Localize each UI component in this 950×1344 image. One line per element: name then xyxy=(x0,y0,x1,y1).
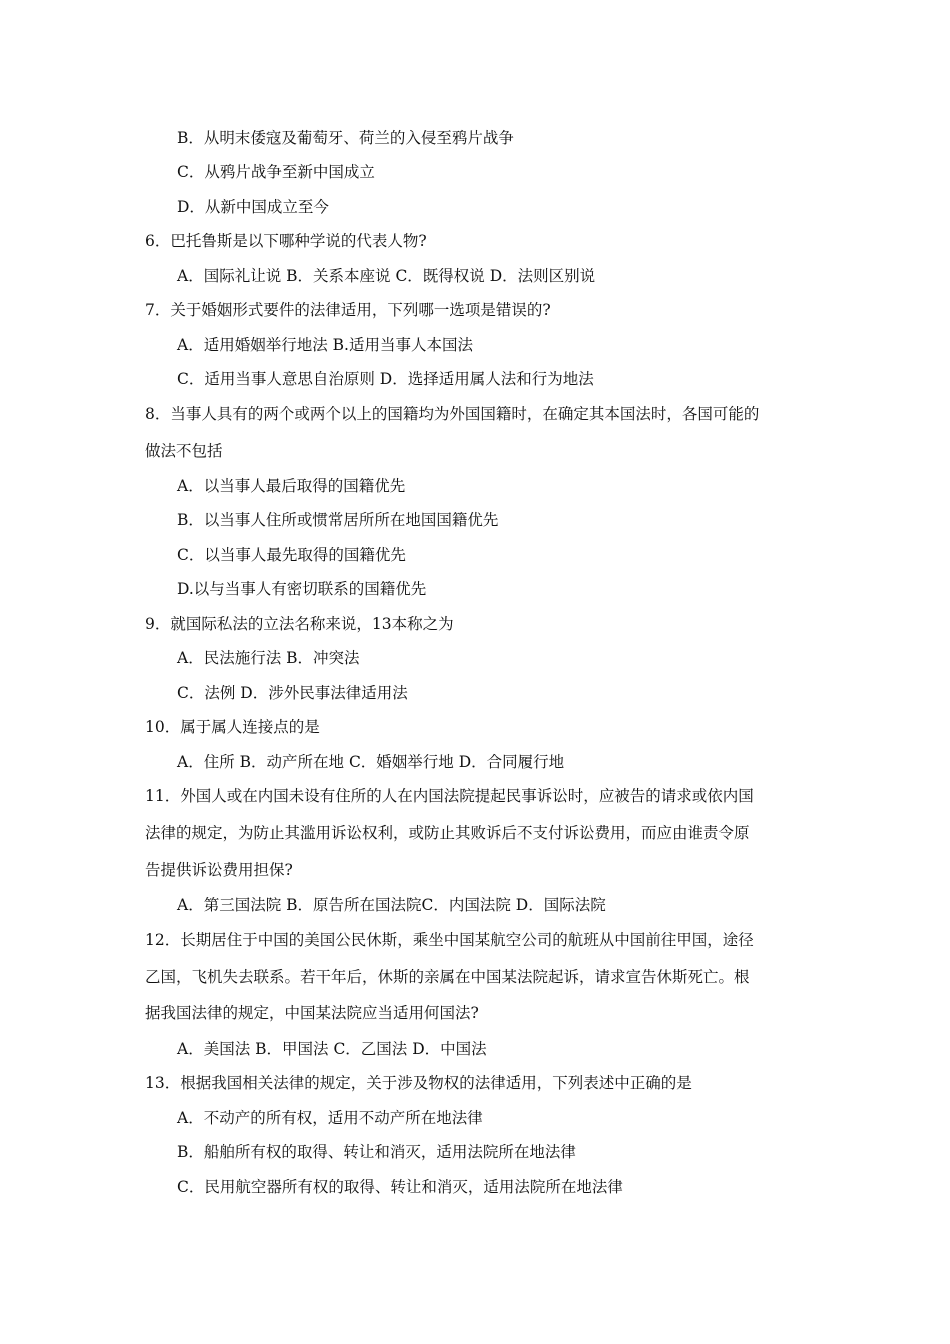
question-13: 13．根据我国相关法律的规定，关于涉及物权的法律适用，下列表述中正确的是 xyxy=(145,1074,692,1092)
question-12-line-1: 12．长期居住于中国的美国公民休斯，乘坐中国某航空公司的航班从中国前往甲国，途径 xyxy=(145,931,754,949)
question-12-line-3: 据我国法律的规定，中国某法院应当适用何国法? xyxy=(145,1004,479,1022)
option-8b: B．以当事人住所或惯常居所所在地国国籍优先 xyxy=(177,511,499,529)
question-11-line-3: 告提供诉讼费用担保? xyxy=(145,861,293,879)
option-13b: B．船舶所有权的取得、转让和消灭，适用法院所在地法律 xyxy=(177,1143,576,1161)
options-9-ab: A．民法施行法 B．冲突法 xyxy=(177,649,360,667)
option-13c: C．民用航空器所有权的取得、转让和消灭，适用法院所在地法律 xyxy=(177,1178,623,1196)
question-8-line-2: 做法不包括 xyxy=(145,442,223,460)
question-11-line-1: 11．外国人或在内国未设有住所的人在内国法院提起民事诉讼时，应被告的请求或依内国 xyxy=(145,787,754,805)
option-5c: C．从鸦片战争至新中国成立 xyxy=(177,163,375,181)
options-10: A．住所 B．动产所在地 C．婚姻举行地 D．合同履行地 xyxy=(177,753,565,771)
option-5d: D．从新中国成立至今 xyxy=(177,198,329,216)
option-8c: C．以当事人最先取得的国籍优先 xyxy=(177,546,406,564)
question-12-line-2: 乙国，飞机失去联系。若干年后，休斯的亲属在中国某法院起诉，请求宣告休斯死亡。根 xyxy=(145,968,750,986)
question-8-line-1: 8．当事人具有的两个或两个以上的国籍均为外国国籍时，在确定其本国法时，各国可能的 xyxy=(145,405,760,423)
options-6: A．国际礼让说 B．关系本座说 C．既得权说 D．法则区别说 xyxy=(177,267,596,285)
options-9-cd: C．法例 D．涉外民事法律适用法 xyxy=(177,684,408,702)
question-10: 10．属于属人连接点的是 xyxy=(145,718,320,736)
option-5b: B．从明末倭寇及葡萄牙、荷兰的入侵至鸦片战争 xyxy=(177,129,514,147)
options-7-cd: C．适用当事人意思自治原则 D．选择适用属人法和行为地法 xyxy=(177,370,594,388)
question-6: 6．巴托鲁斯是以下哪种学说的代表人物? xyxy=(145,232,427,250)
option-13a: A．不动产的所有权，适用不动产所在地法律 xyxy=(177,1109,483,1127)
options-11: A．第三国法院 B．原告所在国法院C．内国法院 D．国际法院 xyxy=(177,896,606,914)
option-8d: D.以与当事人有密切联系的国籍优先 xyxy=(177,580,427,598)
question-9: 9．就国际私法的立法名称来说，13本称之为 xyxy=(145,615,454,633)
option-8a: A．以当事人最后取得的国籍优先 xyxy=(177,477,406,495)
question-11-line-2: 法律的规定，为防止其滥用诉讼权利，或防止其败诉后不支付诉讼费用，而应由谁责令原 xyxy=(145,824,750,842)
options-12: A．美国法 B．甲国法 C．乙国法 D．中国法 xyxy=(177,1040,487,1058)
question-7: 7．关于婚姻形式要件的法律适用，下列哪一选项是错误的? xyxy=(145,301,551,319)
options-7-ab: A．适用婚姻举行地法 B.适用当事人本国法 xyxy=(177,336,473,354)
